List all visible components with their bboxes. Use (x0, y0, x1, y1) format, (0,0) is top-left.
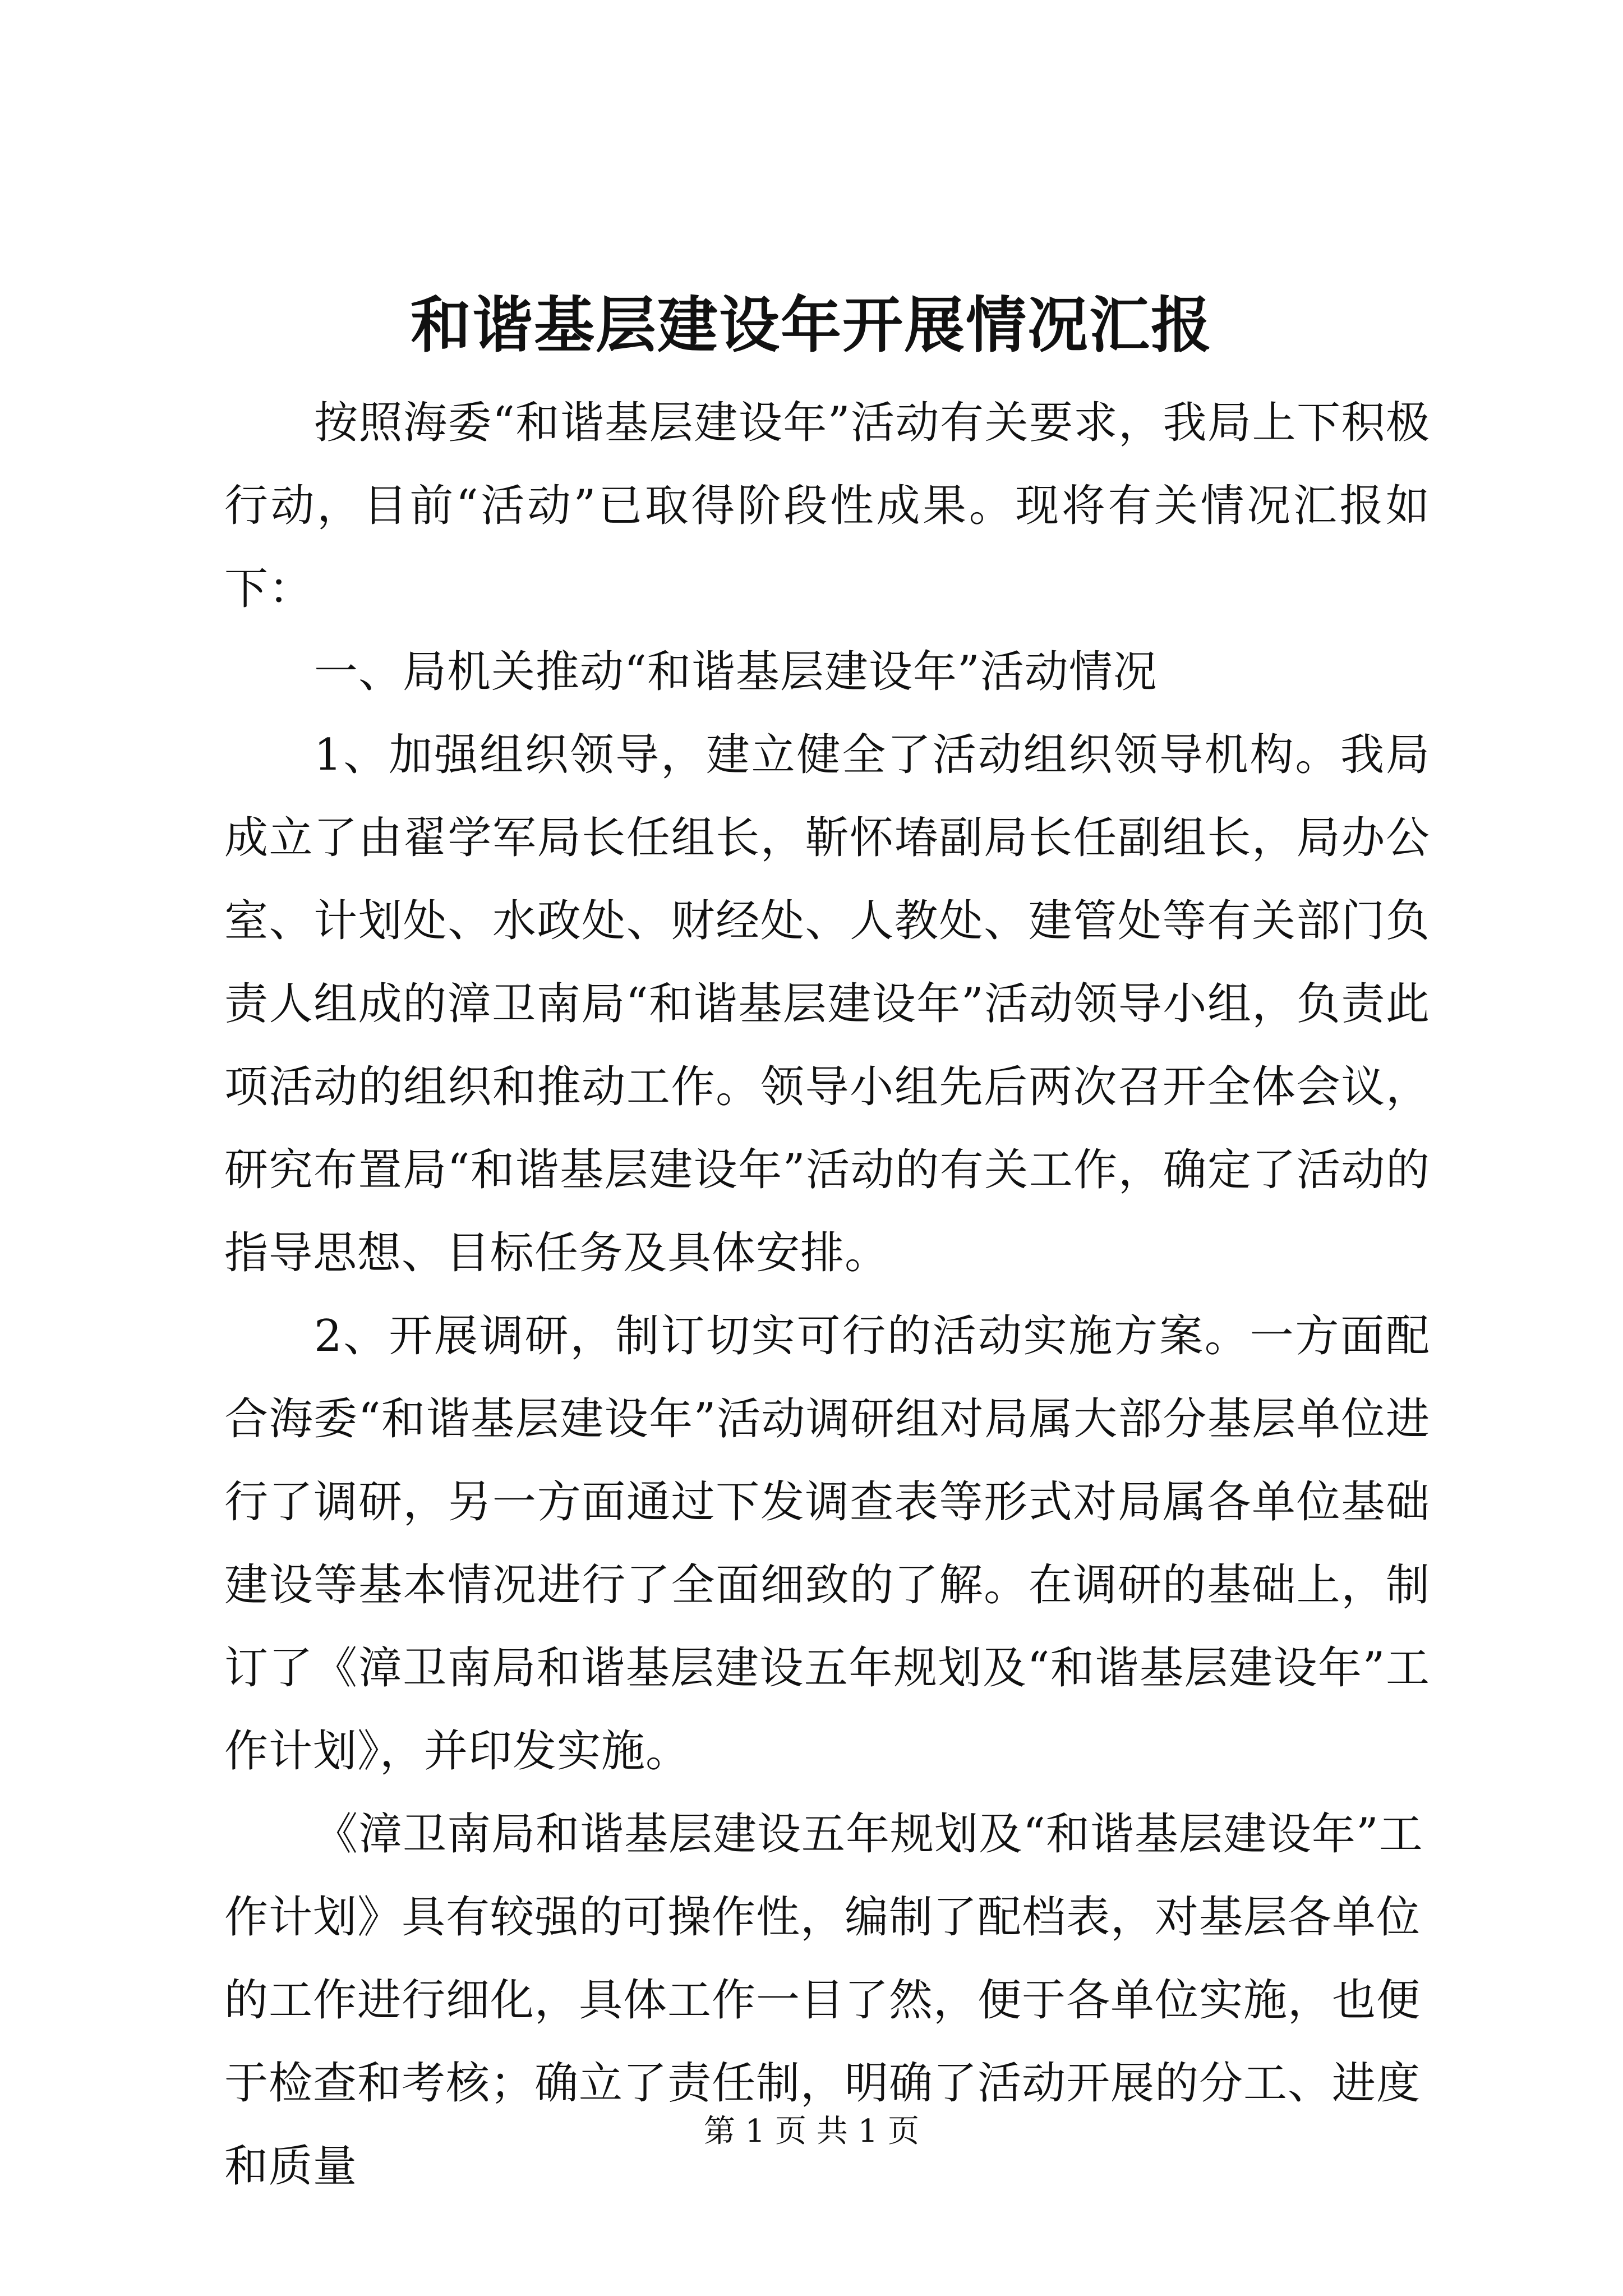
paragraph-plan-details: 《漳卫南局和谐基层建设五年规划及“和谐基层建设年”工作计划》具有较强的可操作性，编制了配档表，对基层各单位的工作进行细化，具体工作一目了然，便于各单位实施，也便于检查和考核；确立了责任制，明确了活动开展的分工、进度和质量 (224, 1809, 1423, 2192)
section-heading: 一、局机关推动“和谐基层建设年”活动情况 (314, 647, 1158, 697)
document-title: 和谐基层建设年开展情况汇报 (410, 290, 1212, 361)
paragraph-item-2: 2、开展调研，制订切实可行的活动实施方案。一方面配合海委“和谐基层建设年”活动调研组对局属大部分基层单位进行了调研，另一方面通过下发调查表等形式对局属各单位基础建设等基本情况进行了全面细致的了解。在调研的基础上，制订了《漳卫南局和谐基层建设五年规划及“和谐基层建设年”工作计划》，并印发实施。 (224, 1311, 1430, 1777)
paragraph-item-1: 1、加强组织领导，建立健全了活动组织领导机构。我局成立了由翟学军局长任组长，靳怀堾副局长任副组长，局办公室、计划处、水政处、财经处、人教处、建管处等有关部门负责人组成的漳卫南局“和谐基层建设年”活动领导小组，负责此项活动的组织和推动工作。领导小组先后两次召开全体会议，研究布置局“和谐基层建设年”活动的有关工作，确定了活动的指导思想、目标任务及具体安排。 (224, 730, 1430, 1278)
intro-paragraph: 按照海委“和谐基层建设年”活动有关要求，我局上下积极行动，目前“活动”已取得阶段性成果。现将有关情况汇报如下： (224, 398, 1430, 614)
page-footer: 第 1 页 共 1 页 (703, 2113, 920, 2150)
document-body (224, 381, 1430, 2208)
